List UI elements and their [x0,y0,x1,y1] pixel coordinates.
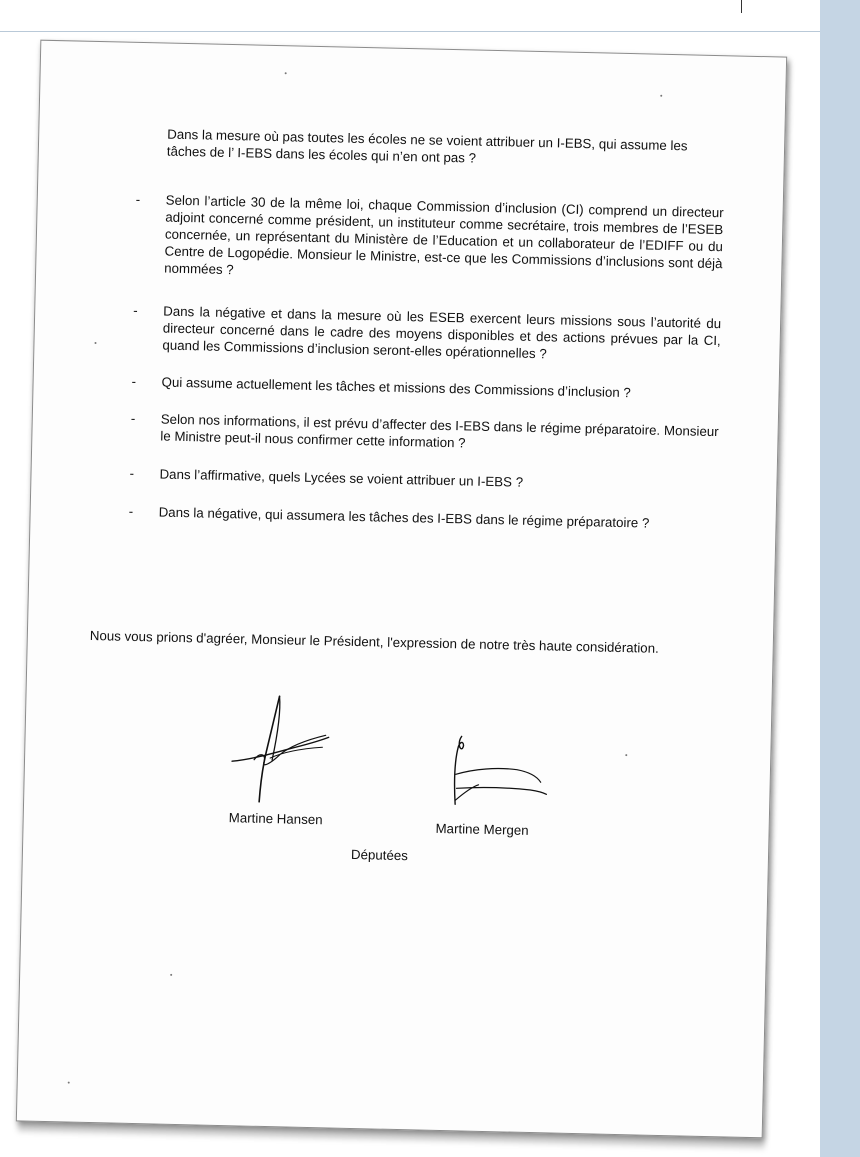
top-tick-mark [741,0,742,13]
bullet-dash: - [130,410,136,426]
list-item [134,191,724,289]
intro-question: Dans la mesure où pas toutes les écoles ne se voient attribuer un I-EBS, qui assume les tâches de l’ I-EBS dans les écoles qui n’en ont pas ? [166,126,688,166]
bullet-dash: - [129,465,135,481]
list-item-text: Qui assume actuellement les tâches et missions des Commissions d’inclusion ? [161,374,631,401]
list-item [132,302,721,366]
bullet-dash: - [131,373,137,389]
list-item-text: Selon l’article 30 de la même loi, chaque Commission d’inclusion (CI) comprend un directeur adjoint concerné comme président, un instituteur comme secrétaire, trois membres de l’ESEB concernée, un représentant du Ministère de l’Education et un collaborateur de l’EDIFF ou du Centre de Logopédie. Monsieur le Ministre, est-ce que les Commissions d’inclusions sont déjà nommées ? [164,192,724,278]
scan-speck [68,1082,70,1084]
list-item-text: Dans la négative, qui assumera les tâches des I-EBS dans le régime préparatoire ? [158,504,650,531]
bullet-dash: - [128,503,134,519]
scan-speck [660,95,662,97]
scanned-letter-page [16,40,787,1139]
signature-hansen [229,693,341,805]
bullet-dash: - [133,302,138,318]
signatory-name-hansen: Martine Hansen [228,810,323,828]
list-item-text: Selon nos informations, il est prévu d’affecter des I-EBS dans le régime préparatoire. Monsieur le Ministre peut-il nous confirmer cette information ? [160,411,719,451]
scan-speck [170,974,172,976]
scan-speck [625,754,627,756]
question-list [128,191,723,533]
closing-formula: Nous vous prions d'agréer, Monsieur le Président, l'expression de notre très haute considération. [89,627,659,656]
signature-mergen [444,734,556,818]
bullet-dash: - [135,191,141,207]
signatory-name-mergen: Martine Mergen [435,820,529,838]
list-item [128,503,716,533]
list-item [129,465,717,495]
list-item [131,373,719,403]
list-item-text: Dans l’affirmative, quels Lycées se voient attribuer un I-EBS ? [159,466,524,490]
scan-speck [94,342,96,344]
list-item-text: Dans la négative et dans la mesure où les ESEB exercent leurs missions sous l’autorité du directeur concerné dans le cadre des moyens disponibles et des actions prévues par la CI, quand les Commissions d’inclusion seront-elles opérationnelles ? [162,303,722,362]
signatories-role: Députées [350,846,409,864]
letter-content [17,41,786,1138]
scan-speck [285,72,287,74]
right-side-band [820,0,860,1157]
list-item [130,410,719,457]
top-divider-line [0,31,820,32]
